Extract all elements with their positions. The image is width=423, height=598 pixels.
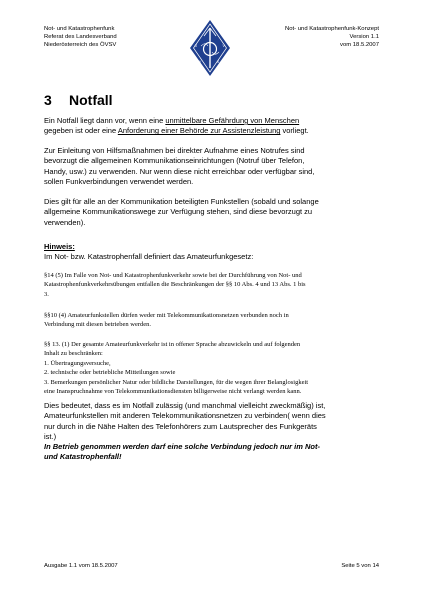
ovsv-logo — [188, 19, 232, 77]
header-org-line-3: Niederösterreich des ÖVSV — [44, 41, 117, 48]
text-line: eine Inanspruchnahme von Telekommunikationsdiensten billigerweise nicht verlangt werden kann. — [44, 388, 302, 396]
p1-underlined-gefaehrdung: unmittelbare Gefährdung von Menschen — [165, 116, 300, 125]
text-line: 2. technische oder betriebliche Mitteilungen sowie — [44, 369, 176, 377]
paragraph-notfall-definition — [44, 116, 390, 137]
p1-text-a: Ein Notfall liegt dann vor, wenn eine — [44, 116, 166, 125]
text-line: Dies bedeutet, dass es im Notfall zulässig (und manchmal vielleicht zweckmäßig) ist, — [44, 401, 326, 410]
header-org-line-2: Referat des Landesverband — [44, 33, 117, 40]
footer-page-number: Seite 5 von 14 — [341, 563, 379, 569]
law-citation-14 — [44, 271, 390, 299]
header-doc-title: Not- und Katastrophenfunk-Konzept — [285, 26, 379, 32]
law-citation-10 — [44, 311, 390, 330]
paragraph-hilfsmassnahmen — [44, 146, 390, 187]
emphasis-line: In Betrieb genommen werden darf eine solche Verbindung jedoch nur im Not- — [44, 442, 321, 452]
text-line: §§ 13. (1) Der gesamte Amateurfunkverkehr ist in offener Sprache abzuwickeln und auf folgenden — [44, 341, 301, 348]
header-version: Version 1.1 — [349, 33, 379, 40]
header-right — [285, 26, 379, 49]
paragraph-funkstellen — [44, 197, 390, 228]
text-line: 3. — [44, 290, 49, 298]
section-number: 3 — [44, 92, 52, 108]
p1-text-e: vorliegt. — [280, 126, 309, 136]
emphasis-line: und Katastrophenfall! — [44, 452, 122, 462]
svg-text:Ö: Ö — [194, 44, 198, 48]
header-org-line-1: Not- und Katastrophenfunk — [44, 26, 115, 32]
text-line: ist.) — [44, 431, 57, 441]
text-line: allgemeine Kommunikationswege zur Verfügung stehen, sind diese bevorzugt zu — [44, 207, 313, 217]
header-left — [44, 26, 117, 49]
text-line: verwenden). — [44, 217, 86, 227]
text-line: bevorzugt die allgemeinen Kommunikationseinrichtungen (Notruf über Telefon, — [44, 156, 305, 166]
law-citation-13 — [44, 340, 390, 396]
text-line: 3. Bemerkungen persönlicher Natur oder bildliche Darstellungen, für die wegen ihrer Belanglosigkeit — [44, 378, 309, 386]
header-date: vom 18.5.2007 — [340, 41, 379, 48]
paragraph-zulaessigkeit — [44, 401, 390, 463]
svg-text:S: S — [217, 60, 220, 64]
p1-text-c: gegeben ist oder eine — [44, 126, 118, 136]
hinweis-label: Hinweis: — [44, 242, 75, 251]
svg-text:V: V — [199, 60, 202, 64]
text-line: Inhalt zu beschränken: — [44, 350, 103, 358]
text-line: 1. Übertragungsversuche, — [44, 359, 111, 367]
hinweis-intro: Im Not- bzw. Katastrophenfall definiert das Amateurfunkgesetz: — [44, 252, 254, 262]
text-line: nur durch in die Nähe Halten des Telefonhörers zum Lautsprecher des Funkgeräts — [44, 421, 317, 431]
text-line: Amateurfunkstellen mit anderen Telekommunikationsnetzen zu verbinden( wenn dies — [44, 411, 326, 421]
text-line: §14 (5) Im Falle von Not- und Katastrophenfunkverkehr sowie bei der Durchführung von Not- und — [44, 272, 302, 279]
text-line: Dies gilt für alle an der Kommunikation beteiligten Funkstellen (sobald und solange — [44, 197, 319, 206]
hinweis-block — [44, 242, 390, 263]
text-line: Handy, usw.) zu verwenden. Nur wenn diese nicht erreichbar oder verfügbar sind, — [44, 166, 315, 176]
section-title: Notfall — [69, 92, 113, 108]
section-heading — [44, 92, 113, 108]
p1-underlined-anforderung: Anforderung einer Behörde zur Assistenzleistung — [117, 126, 281, 136]
svg-text:V: V — [222, 44, 225, 48]
text-line: §§10 (4) Amateurfunkstellen dürfen weder mit Telekommunikationsnetzen verbunden noch in — [44, 312, 289, 319]
footer-edition: Ausgabe 1.1 vom 18.5.2007 — [44, 563, 118, 569]
text-line: Zur Einleitung von Hilfsmaßnahmen bei direkter Aufnahme eines Notrufes sind — [44, 146, 305, 155]
text-line: sollen Funkverbindungen verwendet werden. — [44, 176, 194, 186]
text-line: Verbindung mit diesen betrieben werden. — [44, 321, 152, 329]
text-line: Katastrophenfunkverkehrsübungen entfallen die Beschränkungen der §§ 10 Abs. 4 und 13 Abs. 1 bis — [44, 281, 306, 289]
